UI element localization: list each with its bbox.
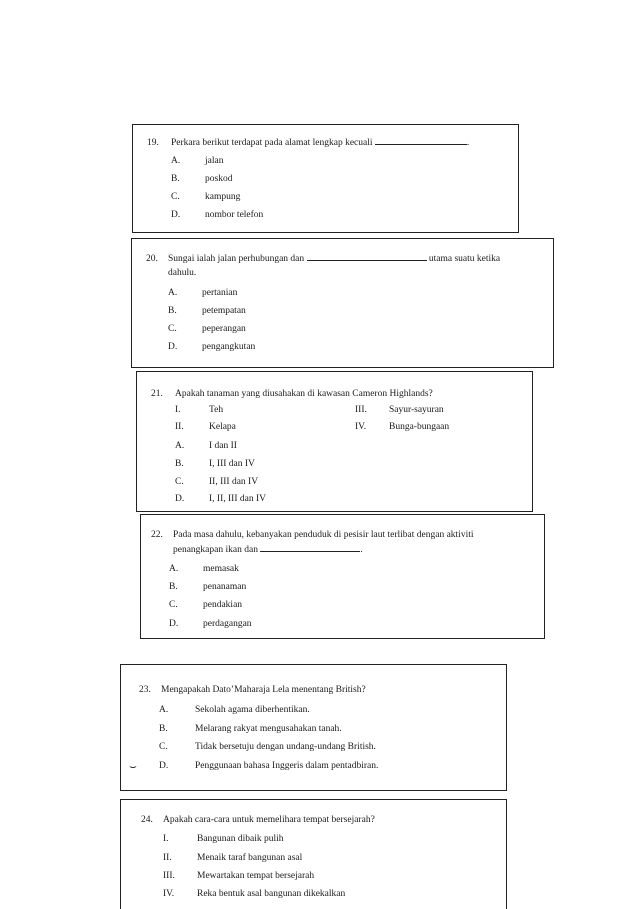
question-text	[171, 134, 469, 152]
option-text: pendakian	[203, 600, 243, 610]
item-roman: III.	[163, 871, 175, 881]
question-22-box	[140, 514, 545, 639]
question-number: 19.	[147, 138, 159, 148]
option-letter: B.	[169, 582, 178, 592]
option-letter: C.	[159, 742, 168, 752]
option-text: II, III dan IV	[209, 477, 259, 487]
option-text: Tidak bersetuju dengan undang-undang British.	[195, 742, 376, 752]
question-text: Apakah tanaman yang diusahakan di kawasan Cameron Highlands?	[175, 389, 433, 399]
item-text: Mewartakan tempat bersejarah	[197, 871, 315, 881]
question-end: .	[466, 138, 470, 148]
answer-blank	[260, 542, 360, 552]
item-roman: IV.	[355, 422, 367, 432]
question-text-line2	[173, 541, 363, 559]
option-letter: C.	[171, 192, 180, 202]
option-text: Melarang rakyat mengusahakan tanah.	[195, 724, 342, 734]
option-letter: C.	[169, 600, 178, 610]
question-number: 23.	[139, 685, 151, 695]
question-stem: Sungai ialah jalan perhubungan dan	[168, 254, 305, 264]
item-text: Kelapa	[209, 422, 236, 432]
option-text: pertanian	[202, 288, 238, 298]
item-roman: II.	[175, 422, 184, 432]
question-stem-end: utama suatu ketika	[428, 254, 501, 264]
option-letter: B.	[175, 459, 184, 469]
item-roman: I.	[175, 405, 181, 415]
question-23-box	[120, 664, 507, 791]
question-text: Pada masa dahulu, kebanyakan penduduk di pesisir laut terlibat dengan aktiviti	[173, 530, 474, 540]
question-19-box	[132, 124, 519, 233]
item-text: Bunga-bungaan	[389, 422, 450, 432]
option-letter: D.	[159, 761, 169, 771]
item-roman: III.	[355, 405, 367, 415]
option-text: I, II, III dan IV	[209, 494, 266, 504]
option-letter: D.	[168, 342, 178, 352]
question-text-line2: dahulu.	[168, 268, 197, 278]
answer-blank	[375, 135, 467, 145]
option-text: peperangan	[202, 324, 246, 334]
item-text: Reka bentuk asal bangunan dikekalkan	[197, 889, 346, 899]
option-text: perdagangan	[203, 619, 252, 629]
question-24-box	[120, 799, 507, 909]
option-letter: A.	[168, 288, 178, 298]
question-text: Apakah cara-cara untuk memelihara tempat bersejarah?	[163, 815, 375, 825]
option-text: penanaman	[203, 582, 247, 592]
question-number: 21.	[151, 389, 163, 399]
option-letter: C.	[168, 324, 177, 334]
option-text: memasak	[203, 564, 239, 574]
option-letter: B.	[168, 306, 177, 316]
question-20-box	[131, 238, 554, 368]
option-letter: B.	[171, 174, 180, 184]
option-letter: A.	[169, 564, 179, 574]
option-text: poskod	[205, 174, 233, 184]
question-21-box	[136, 371, 533, 512]
question-number: 24.	[141, 815, 153, 825]
question-number: 20.	[146, 254, 158, 264]
option-letter: D.	[171, 210, 181, 220]
option-letter: A.	[175, 441, 185, 451]
option-text: Penggunaan bahasa Inggeris dalam pentadbiran.	[195, 761, 379, 771]
question-stem: penangkapan ikan dan	[173, 545, 258, 555]
option-letter: A.	[159, 705, 169, 715]
option-letter: D.	[169, 619, 179, 629]
question-text: Mengapakah Dato’Maharaja Lela menentang British?	[161, 685, 366, 695]
question-stem: Perkara berikut terdapat pada alamat lengkap kecuali	[171, 138, 373, 148]
option-text: jalan	[205, 156, 224, 166]
option-text: kampung	[205, 192, 241, 202]
item-roman: II.	[163, 853, 172, 863]
option-text: pengangkutan	[202, 342, 256, 352]
item-text: Sayur-sayuran	[389, 405, 444, 415]
item-roman: IV.	[163, 889, 175, 899]
item-text: Bangunan dibaik pulih	[197, 834, 284, 844]
option-text: I dan II	[209, 441, 237, 451]
option-letter: B.	[159, 724, 168, 734]
option-text: petempatan	[202, 306, 246, 316]
option-letter: A.	[171, 156, 181, 166]
answer-blank	[307, 251, 427, 261]
question-text	[168, 250, 500, 268]
pencil-tick-mark: ⌣	[129, 759, 137, 773]
item-roman: I.	[163, 834, 169, 844]
option-text: I, III dan IV	[209, 459, 255, 469]
option-letter: D.	[175, 494, 185, 504]
question-end: .	[360, 545, 363, 555]
option-text: nombor telefon	[205, 210, 264, 220]
option-text: Sekolah agama diberhentikan.	[195, 705, 310, 715]
item-text: Menaik taraf bangunan asal	[197, 853, 303, 863]
question-number: 22.	[151, 530, 163, 540]
option-letter: C.	[175, 477, 184, 487]
item-text: Teh	[209, 405, 224, 415]
